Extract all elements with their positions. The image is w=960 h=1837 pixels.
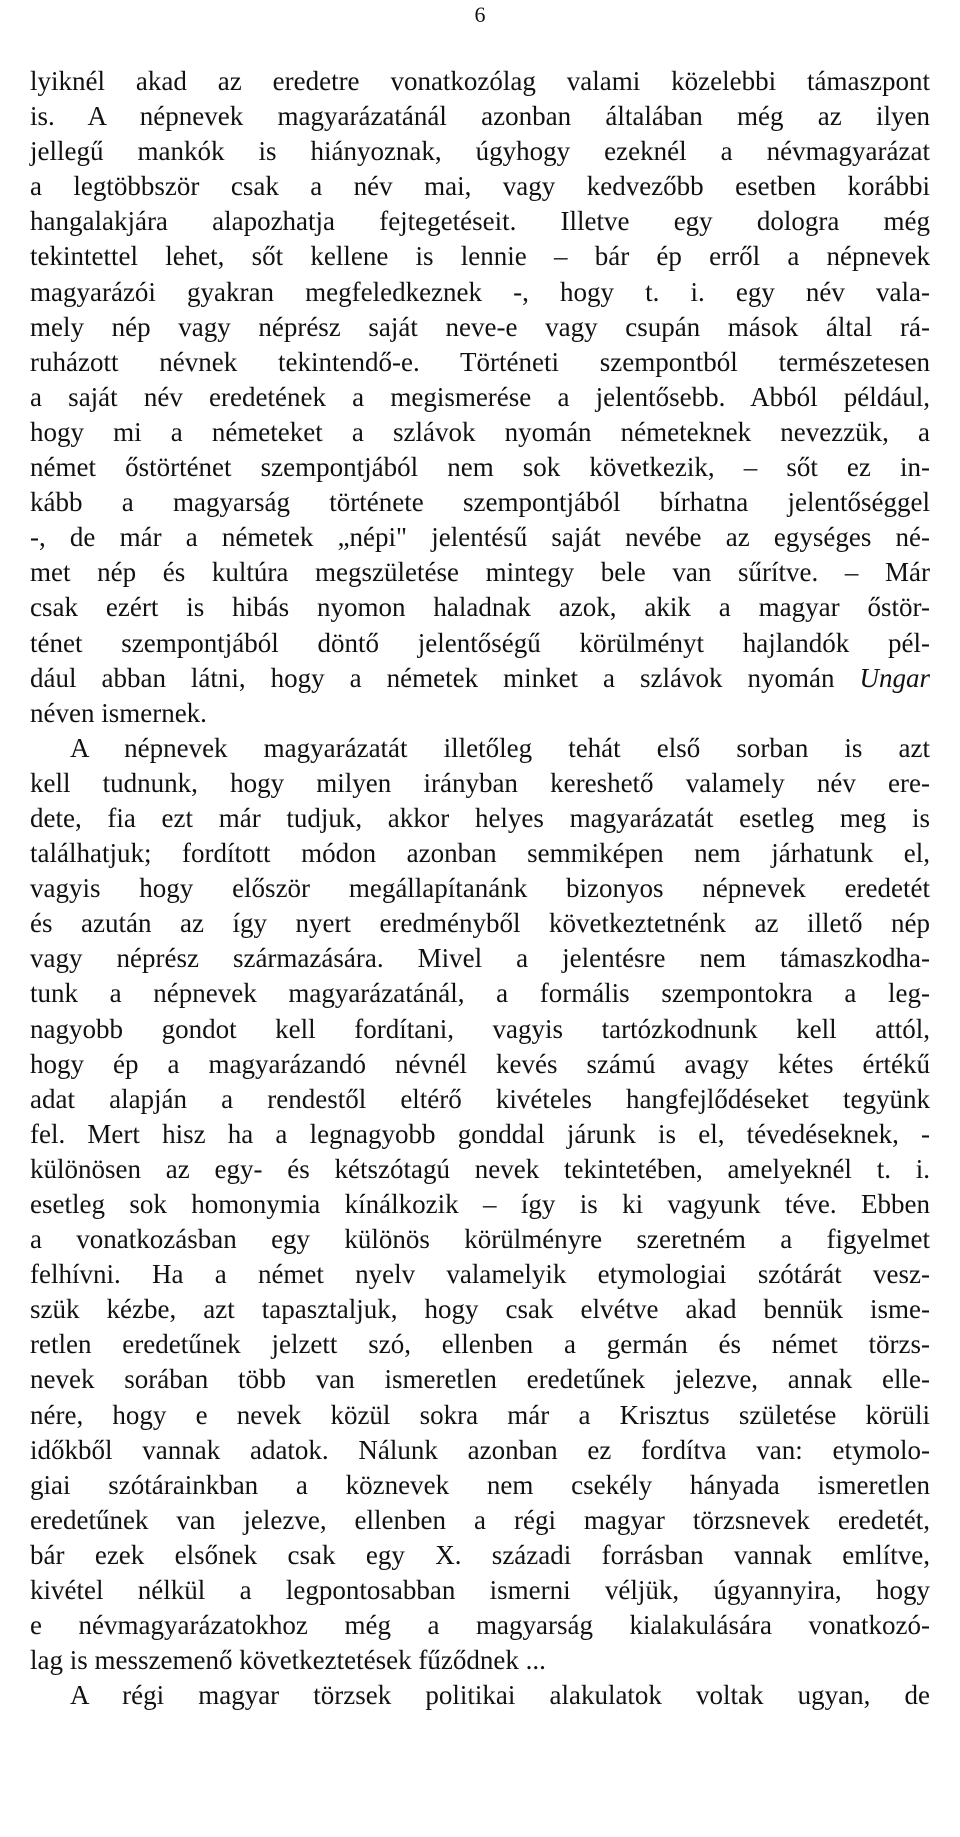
italic-word: Ungar bbox=[859, 662, 930, 693]
text-line: német őstörténet szempontjából nem sok következik, – sőt ez in- bbox=[30, 452, 930, 483]
text-line: különösen az egy- és kétszótagú nevek tekintetében, amelyeknél t. i. bbox=[30, 1153, 930, 1184]
text-line: a vonatkozásban egy különös körülményre szeretném a figyelmet bbox=[30, 1224, 930, 1255]
text-line: felhívni. Ha a német nyelv valamelyik etymologiai szótárát vesz- bbox=[30, 1259, 930, 1290]
text-line: időkből vannak adatok. Nálunk azonban ez fordítva van: etymolo- bbox=[30, 1434, 930, 1465]
text-line: eredetűnek van jelezve, ellenben a régi magyar törzsnevek eredetét, bbox=[30, 1504, 930, 1535]
text-line: nére, hogy e nevek közül sokra már a Krisztus születése körüli bbox=[30, 1399, 930, 1430]
text-line: csak ezért is hibás nyomon haladnak azok, akik a magyar őstör- bbox=[30, 592, 930, 623]
text-line: esetleg sok homonymia kínálkozik – így is ki vagyunk téve. Ebben bbox=[30, 1189, 930, 1219]
text-line: kább a magyarság története szempontjából bírhatna jelentőséggel bbox=[30, 487, 930, 518]
body-text bbox=[30, 64, 930, 1713]
text-line: bár ezek elsőnek csak egy X. századi forrásban vannak említve, bbox=[30, 1539, 930, 1570]
text-line: nevek sorában több van ismeretlen eredetűnek jelezve, annak elle- bbox=[30, 1364, 930, 1395]
text-line: találhatjuk; fordított módon azonban semmiképen nem járhatunk el, bbox=[30, 838, 930, 869]
text-line: retlen eredetűnek jelzett szó, ellenben a germán és német törzs- bbox=[30, 1329, 930, 1360]
text-line: tunk a népnevek magyarázatánál, a formális szempontokra a leg- bbox=[30, 978, 930, 1009]
text-line: magyarázói gyakran megfeledkeznek -, hogy t. i. egy név vala- bbox=[30, 276, 930, 307]
text-line: lag is messzemenő következtetések fűződnek ... bbox=[30, 1645, 546, 1676]
paragraph-first-line: A népnevek magyarázatát illetőleg tehát első sorban is azt bbox=[70, 732, 930, 763]
text-line: vagy néprész származására. Mivel a jelentésre nem támaszkodha- bbox=[30, 943, 930, 974]
text-line: hangalakjára alapozhatja fejtegetéseit. Illetve egy dologra még bbox=[30, 206, 930, 237]
text-line: ténet szempontjából döntő jelentőségű körülményt hajlandók pél- bbox=[30, 627, 930, 658]
text-line: kell tudnunk, hogy milyen irányban kereshető valamely név ere- bbox=[30, 767, 930, 798]
text-line: e névmagyarázatokhoz még a magyarság kialakulására vonatkozó- bbox=[30, 1610, 930, 1641]
text-line: nagyobb gondot kell fordítani, vagyis tartózkodnunk kell attól, bbox=[30, 1013, 930, 1044]
text-line: a saját név eredetének a megismerése a jelentősebb. Abból például, bbox=[30, 381, 930, 412]
text-line: dete, fia ezt már tudjuk, akkor helyes magyarázatát esetleg meg is bbox=[30, 802, 930, 833]
text-line: giai szótárainkban a köznevek nem csekély hányada ismeretlen bbox=[30, 1469, 930, 1500]
paragraph-first-line: A régi magyar törzsek politikai alakulatok voltak ugyan, de bbox=[70, 1680, 930, 1711]
text-line: ruházott névnek tekintendő-e. Történeti szempontból természetesen bbox=[30, 346, 930, 377]
text-line: tekintettel lehet, sőt kellene is lennie – bár ép erről a népnevek bbox=[30, 241, 930, 272]
text-line bbox=[30, 661, 930, 696]
text-line: mely nép vagy néprész saját neve-e vagy csupán mások által rá- bbox=[30, 311, 930, 342]
text-line: a legtöbbször csak a név mai, vagy kedvezőbb esetben korábbi bbox=[30, 171, 930, 202]
text-line: kivétel nélkül a legpontosabban ismerni véljük, úgyannyira, hogy bbox=[30, 1575, 930, 1606]
text-line: met nép és kultúra megszületése mintegy bele van sűrítve. – Már bbox=[30, 557, 930, 588]
text-line: jellegű mankók is hiányoznak, úgyhogy ezeknél a névmagyarázat bbox=[30, 136, 930, 167]
text-line: hogy mi a németeket a szlávok nyomán németeknek nevezzük, a bbox=[30, 416, 930, 447]
text-line: is. A népnevek magyarázatánál azonban általában még az ilyen bbox=[30, 101, 930, 132]
page-number: 6 bbox=[474, 2, 486, 27]
text-line: fel. Mert hisz ha a legnagyobb gonddal járunk is el, tévedéseknek, - bbox=[30, 1118, 930, 1149]
text-line: -, de már a németek „népi" jelentésű saját nevébe az egységes né- bbox=[30, 522, 930, 553]
text-line: vagyis hogy először megállapítanánk bizonyos népnevek eredetét bbox=[30, 873, 930, 904]
text-line: szük kézbe, azt tapasztaljuk, hogy csak elvétve akad bennük isme- bbox=[30, 1294, 930, 1325]
text-line: hogy ép a magyarázandó névnél kevés számú avagy kétes értékű bbox=[30, 1048, 930, 1079]
text-segment: dául abban látni, hogy a németek minket a szlávok nyomán bbox=[30, 662, 835, 693]
text-line: néven ismernek. bbox=[30, 697, 207, 728]
text-line: adat alapján a rendestől eltérő kivételes hangfejlődéseket tegyünk bbox=[30, 1083, 930, 1114]
text-line: lyiknél akad az eredetre vonatkozólag valami közelebbi támaszpont bbox=[30, 66, 930, 96]
text-line: és azután az így nyert eredményből következtetnénk az illető nép bbox=[30, 908, 930, 939]
